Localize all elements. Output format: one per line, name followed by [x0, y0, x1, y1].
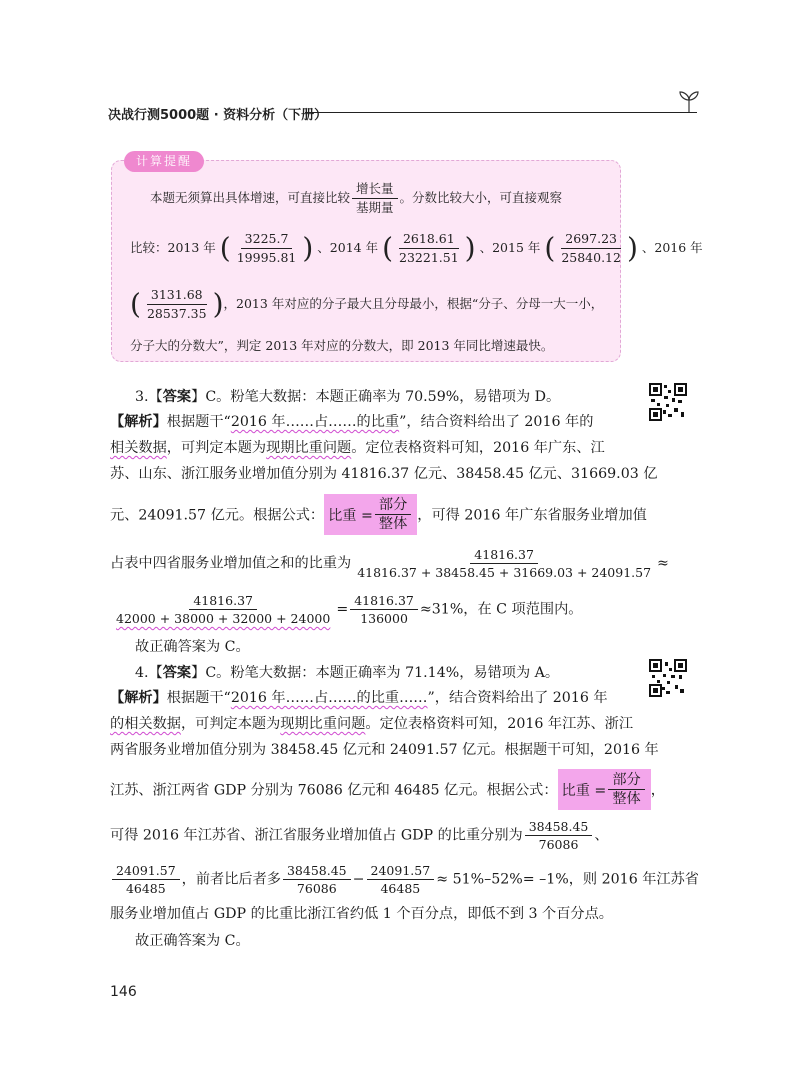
header-rule — [305, 112, 697, 113]
q3-explanation-line-6: $\frac{41816.37}{42000 + 38000 + 32000 + 24000}$ = $\frac{41816.37}{136000}$ ≈31%，在 C 项范围内。 — [116, 593, 583, 626]
tip-line-1 — [150, 180, 562, 217]
qr-code-icon[interactable] — [648, 382, 688, 422]
q3-explanation-line-4: 元、24091.57 亿元。根据公式： 比重 = $\frac{\text{部分}}{\text{整体}}$ ，可得 2016 年广东省服务业增加值 — [110, 494, 647, 535]
running-header-title: 决战行测5000题 · 资料分析（下册） — [108, 108, 328, 123]
q3-explanation-line-3: 苏、山东、浙江服务业增加值分别为 41816.37 亿元、38458.45 亿元、31669.03 亿 — [110, 466, 658, 482]
page-number: 146 — [110, 984, 137, 1000]
q4-conclusion: 故正确答案为 C。 — [135, 933, 250, 949]
q4-explanation-line-4: 江苏、浙江两省 GDP 分别为 76086 亿元和 46485 亿元。根据公式： 比重 = $\frac{\text{部分}}{\text{整体}}$ ， — [110, 769, 665, 810]
q3-explanation-line-5: 占表中四省服务业增加值之和的比重为 $\frac{41816.37}{41816.37 + 38458.45 + 31669.03 + 24091.57}$ ≈ — [110, 547, 669, 580]
q3-conclusion: 故正确答案为 C。 — [135, 639, 250, 655]
q4-explanation-line-2: 的相关数据，可判定本题为现期比重问题。定位表格资料可知，2016 年江苏、浙江 — [110, 716, 634, 732]
formula-highlight: 比重 = $\frac{\text{部分}}{\text{整体}}$ — [558, 769, 651, 810]
tip-badge: 计算提醒 — [124, 151, 204, 172]
q4-explanation-line-7: 服务业增加值占 GDP 的比重比浙江省约低 1 个百分点，即低不到 3 个百分点。 — [110, 906, 613, 922]
qr-code-icon[interactable] — [648, 658, 688, 698]
q4-explanation-line-6: $\frac{24091.57}{46485}$ ，前者比后者多 $\frac{38458.45}{76086}$ − $\frac{24091.57}{46485}$ ≈ 51%–52%= –1%，则 2016 年江苏省 — [110, 862, 699, 897]
tip-fraction: $\frac{\text{增长量}}{\text{基期量}}$ — [352, 180, 398, 217]
tip-line-4: 分子大的分数大”，判定 2013 年对应的分数大，即 2013 年同比增速最快。 — [130, 338, 554, 353]
q4-explanation-line-5: 可得 2016 年江苏省、浙江省服务业增加值占 GDP 的比重分别为 $\frac{38458.45}{76086}$ 、 — [110, 819, 609, 852]
tip-text: 本题无须算出具体增速，可直接比较 — [150, 190, 351, 205]
q3-explanation-line-1: 【解析】根据题干“2016 年……占……的比重”，结合资料给出了 2016 年的 — [110, 414, 594, 430]
q3-explanation-line-2: 相关数据，可判定本题为现期比重问题。定位表格资料可知，2016 年广东、江 — [110, 440, 605, 456]
leaf-icon — [676, 88, 702, 114]
formula-highlight: 比重 = $\frac{\text{部分}}{\text{整体}}$ — [324, 494, 417, 535]
q4-explanation-line-1: 【解析】根据题干“2016 年……占……的比重……”，结合资料给出了 2016 年 — [110, 690, 608, 706]
q3-answer-line: 3.【答案】C。粉笔大数据：本题正确率为 70.59%，易错项为 D。 — [135, 389, 561, 405]
tip-line-3: ( $\frac{3131.68}{28537.35}$ )，2013 年对应的分子最大且分母最小，根据“分子、分母一大一小， — [130, 287, 604, 321]
q4-answer-line: 4.【答案】C。粉笔大数据：本题正确率为 71.14%，易错项为 A。 — [135, 665, 560, 681]
tip-text: 。分数比较大小，可直接观察 — [399, 190, 563, 205]
q4-explanation-line-3: 两省服务业增加值分别为 38458.45 亿元和 24091.57 亿元。根据题干可知，2016 年 — [110, 742, 659, 758]
tip-line-2: 比较：2013 年 ( $\frac{3225.7}{19995.81}$ ) 、2014 年 ( $\frac{2618.61}{23221.51}$ ) 、2015 年 ( $\frac{2697.23}{25840.12}$ ) 、2016 年 — [130, 231, 703, 265]
